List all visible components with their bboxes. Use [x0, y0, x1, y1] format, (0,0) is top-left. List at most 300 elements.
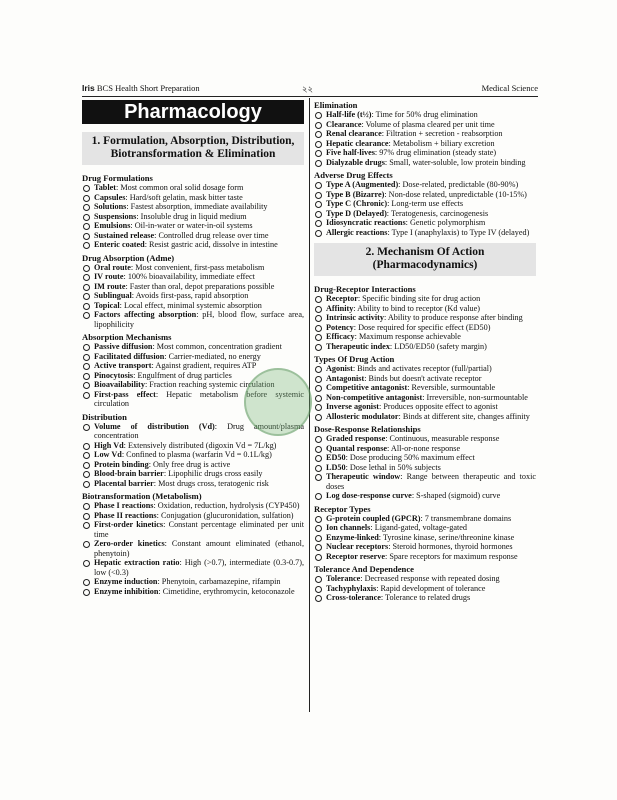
item-term: Blood-brain barrier: [94, 469, 164, 478]
bullet-circle-icon: [315, 414, 322, 421]
item-description: : Phenytoin, carbamazepine, rifampin: [157, 577, 281, 586]
item-term: Factors affecting absorption: [94, 310, 197, 319]
item-description: : S-shaped (sigmoid) curve: [411, 491, 501, 500]
section-heading-1: 1. Formulation, Absorption, Distribution, Biotransformation & Elimination: [82, 132, 304, 165]
item-term: Low Vd: [94, 450, 122, 459]
subsection-heading: Tolerance And Dependence: [314, 564, 414, 574]
item-term: Protein binding: [94, 459, 149, 469]
list-item: [82, 240, 304, 250]
bullet-circle-icon: [315, 554, 322, 561]
list-item: [82, 193, 304, 203]
bullet-circle-icon: [315, 220, 322, 227]
subsection-heading: Elimination: [314, 100, 358, 110]
brand-name: Iris: [82, 83, 95, 93]
bullet-circle-icon: [315, 446, 322, 453]
item-term: Topical: [94, 300, 120, 310]
item-description: : Most drugs cross, teratogenic risk: [153, 478, 269, 488]
item-description: : Hepatic metabolism before systemic circulation: [94, 389, 304, 408]
list-item: [314, 342, 536, 352]
header-left: [82, 83, 200, 93]
bullet-circle-icon: [83, 354, 90, 361]
item-term: IM route: [94, 281, 126, 291]
bullet-circle-icon: [315, 535, 322, 542]
item-term: Antagonist: [326, 373, 365, 383]
bullet-circle-icon: [315, 404, 322, 411]
list-item: [82, 520, 304, 539]
item-term: Enzyme induction: [94, 577, 158, 586]
item-description: : Hard/soft gelatin, mask bitter taste: [125, 192, 243, 202]
bullet-list: [314, 180, 536, 237]
item-term: Nuclear receptors: [326, 542, 389, 551]
item-term: Receptor reserve: [326, 551, 386, 561]
bullet-circle-icon: [315, 516, 322, 523]
item-term: ED50: [326, 453, 346, 462]
item-term: IV route: [94, 272, 124, 281]
bullet-circle-icon: [315, 525, 322, 532]
bullet-circle-icon: [315, 150, 322, 157]
page-number: ২২: [302, 84, 314, 94]
list-item: [314, 523, 536, 533]
item-term: Placental barrier: [94, 478, 154, 488]
item-term: Five half-lives: [326, 148, 375, 157]
bullet-circle-icon: [83, 589, 90, 596]
item-term: Enteric coated: [94, 240, 145, 249]
item-description: : Extensively distributed (digoxin Vd = 7L/kg): [123, 440, 277, 450]
item-description: : Specific binding site for drug action: [357, 294, 481, 303]
item-term: G-protein coupled (GPCR): [326, 513, 421, 523]
bullet-circle-icon: [83, 579, 90, 586]
bullet-list: [82, 183, 304, 250]
item-term: Ion channels: [326, 523, 371, 532]
list-item: [314, 552, 536, 562]
list-item: [314, 574, 536, 584]
list-item: [314, 218, 536, 228]
item-description: : High (>0.7), intermediate (0.3-0.7), low (<0.3): [94, 558, 304, 577]
right-groups-bottom: [314, 284, 536, 603]
item-description: : Carrier-mediated, no energy: [164, 351, 261, 361]
bullet-list: [314, 514, 536, 562]
item-term: Intrinsic activity: [326, 313, 384, 322]
list-item: [82, 577, 304, 587]
bullet-list: [314, 110, 536, 167]
item-description: : Dose required for specific effect (ED50): [353, 322, 491, 332]
subsection-heading: Absorption Mechanisms: [82, 332, 172, 342]
bullet-circle-icon: [83, 185, 90, 192]
list-item: [314, 332, 536, 342]
item-description: : Lipophilic drugs cross easily: [163, 469, 263, 478]
subsection-heading: Distribution: [82, 411, 127, 422]
item-description: : pH, blood flow, surface area, lipophilicity: [94, 310, 304, 329]
list-item: [314, 542, 536, 552]
item-description: : Dose lethal in 50% subjects: [345, 462, 441, 472]
list-item: [82, 587, 304, 597]
bullet-circle-icon: [83, 481, 90, 488]
list-item: [82, 301, 304, 311]
left-column: [82, 100, 304, 596]
item-term: Tachyphylaxis: [326, 583, 377, 593]
list-item: [314, 294, 536, 304]
list-item: [314, 209, 536, 219]
item-description: : Conjugation (glucuronidation, sulfation): [156, 510, 294, 520]
item-description: : Fastest absorption, immediate availability: [126, 202, 268, 211]
bullet-circle-icon: [315, 376, 322, 383]
item-description: : All-or-none response: [387, 443, 461, 453]
item-term: Allergic reactions: [326, 227, 388, 237]
bullet-circle-icon: [315, 455, 322, 462]
item-description: : Irreversible, non-surmountable: [422, 392, 528, 402]
item-term: Active transport: [94, 361, 152, 370]
bullet-circle-icon: [315, 595, 322, 602]
bullet-circle-icon: [83, 443, 90, 450]
list-item: [82, 352, 304, 362]
item-description: : Insoluble drug in liquid medium: [136, 211, 247, 221]
item-term: Bioavailability: [94, 380, 145, 389]
list-item: [82, 441, 304, 451]
bullet-list: [314, 574, 536, 603]
bullet-circle-icon: [83, 312, 90, 319]
list-item: [314, 190, 536, 200]
item-term: Capsules: [94, 192, 126, 202]
list-item: [314, 383, 536, 393]
bullet-circle-icon: [83, 560, 90, 567]
list-item: [314, 393, 536, 403]
subsection-heading: Biotransformation (Metabolism): [82, 491, 202, 501]
item-term: Phase II reactions: [94, 510, 157, 520]
bullet-circle-icon: [83, 392, 90, 399]
bullet-circle-icon: [315, 230, 322, 237]
subsection-heading: Drug Formulations: [82, 173, 153, 183]
item-description: : Time for 50% drug elimination: [371, 110, 478, 119]
list-item: [314, 491, 536, 501]
bullet-circle-icon: [315, 296, 322, 303]
bullet-circle-icon: [83, 204, 90, 211]
item-description: : Filtration + secretion - reabsorption: [381, 129, 503, 138]
bullet-circle-icon: [315, 344, 322, 351]
bullet-circle-icon: [83, 522, 90, 529]
item-term: First-pass effect: [94, 389, 156, 399]
item-term: Therapeutic window: [326, 472, 401, 481]
item-term: Dialyzable drugs: [326, 157, 385, 167]
item-term: Affinity: [326, 303, 354, 313]
item-term: Renal clearance: [326, 129, 382, 138]
bullet-circle-icon: [83, 344, 90, 351]
bullet-circle-icon: [83, 242, 90, 249]
list-item: [82, 231, 304, 241]
list-item: [314, 533, 536, 543]
list-item: [82, 558, 304, 577]
list-item: [82, 342, 304, 352]
list-item: [82, 282, 304, 292]
item-description: : Produces opposite effect to agonist: [379, 402, 498, 411]
item-description: : Fraction reaching systemic circulation: [144, 380, 275, 389]
item-term: Quantal response: [326, 443, 388, 453]
item-description: : Non-dose related, unpredictable (10-15%): [384, 189, 527, 199]
item-description: : Tyrosine kinase, serine/threonine kinase: [378, 532, 515, 542]
bullet-circle-icon: [83, 293, 90, 300]
bullet-circle-icon: [83, 462, 90, 469]
item-term: Competitive antagonist: [326, 383, 408, 392]
list-item: [314, 593, 536, 603]
item-description: : 100% bioavailability, immediate effect: [123, 272, 255, 281]
list-item: [314, 110, 536, 120]
item-term: Type C (Chronic): [326, 199, 388, 208]
bullet-circle-icon: [83, 382, 90, 389]
bullet-circle-icon: [315, 366, 322, 373]
item-description: : Type I (anaphylaxis) to Type IV (delayed): [387, 227, 530, 237]
bullet-circle-icon: [83, 274, 90, 281]
item-term: Oral route: [94, 262, 131, 272]
item-term: Type D (Delayed): [326, 208, 387, 218]
item-term: Sublingual: [94, 291, 132, 300]
item-term: Tolerance: [326, 574, 361, 583]
item-term: Solutions: [94, 202, 127, 211]
bullet-circle-icon: [315, 211, 322, 218]
subsection-heading: Adverse Drug Effects: [314, 170, 393, 180]
bullet-circle-icon: [83, 214, 90, 221]
bullet-circle-icon: [315, 465, 322, 472]
item-description: : Continuous, measurable response: [385, 434, 500, 443]
item-description: : Ability to bind to receptor (Kd value): [353, 303, 480, 313]
bullet-circle-icon: [315, 576, 322, 583]
item-term: Pinocytosis: [94, 370, 134, 380]
item-description: : Oxidation, reduction, hydrolysis (CYP450): [153, 501, 300, 510]
item-term: Receptor: [326, 294, 358, 303]
list-item: [314, 472, 536, 491]
list-item: [314, 453, 536, 463]
list-item: [82, 221, 304, 231]
item-term: Facilitated diffusion: [94, 351, 165, 361]
item-term: Idiosyncratic reactions: [326, 218, 406, 227]
bullet-list: [82, 263, 304, 330]
list-item: [82, 479, 304, 489]
item-description: : Binds and activates receptor (full/partial): [352, 364, 492, 373]
list-item: [82, 202, 304, 212]
list-item: [82, 511, 304, 521]
list-item: [314, 180, 536, 190]
item-description: : Reversible, surmountable: [407, 383, 496, 392]
bullet-circle-icon: [83, 424, 90, 431]
item-description: : Resist gastric acid, dissolve in intestine: [144, 240, 278, 249]
list-item: [314, 364, 536, 374]
bullet-circle-icon: [83, 373, 90, 380]
item-description: : 7 transmembrane domains: [420, 513, 512, 523]
list-item: [314, 323, 536, 333]
item-description: : Most convenient, first-pass metabolism: [130, 262, 265, 272]
item-description: : Ligand-gated, voltage-gated: [370, 523, 467, 532]
bullet-circle-icon: [83, 195, 90, 202]
bullet-circle-icon: [83, 363, 90, 370]
item-description: : LD50/ED50 (safety margin): [389, 341, 487, 351]
list-item: [314, 199, 536, 209]
item-term: Potency: [326, 322, 354, 332]
item-description: : Binds at different site, changes affinity: [398, 411, 530, 421]
bullet-circle-icon: [315, 201, 322, 208]
item-description: : Drug amount/plasma concentration: [94, 421, 304, 440]
bullet-circle-icon: [315, 395, 322, 402]
item-term: Emulsions: [94, 221, 131, 230]
item-term: Type A (Augmented): [326, 180, 399, 189]
list-item: [314, 139, 536, 149]
list-item: [314, 584, 536, 594]
header-right-text: Medical Science: [481, 83, 538, 93]
subsection-heading: Drug-Receptor Interactions: [314, 284, 416, 294]
list-item: [314, 402, 536, 412]
item-description: : Metabolism + biliary excretion: [388, 138, 495, 148]
item-term: Hepatic clearance: [326, 138, 389, 148]
item-description: : Cimetidine, erythromycin, ketoconazole: [158, 586, 295, 596]
list-item: [314, 304, 536, 314]
item-description: : Long-term use effects: [387, 199, 464, 208]
bullet-circle-icon: [315, 315, 322, 322]
list-item: [82, 501, 304, 511]
bullet-list: [314, 364, 536, 421]
list-item: [82, 272, 304, 282]
item-term: Hepatic extraction ratio: [94, 558, 180, 567]
item-description: : Most common, concentration gradient: [152, 342, 282, 351]
item-term: Suspensions: [94, 211, 137, 221]
subsection-heading: Drug Absorption (Adme): [82, 252, 175, 263]
bullet-circle-icon: [315, 325, 322, 332]
item-term: Enzyme inhibition: [94, 586, 159, 596]
item-term: High Vd: [94, 440, 124, 450]
item-term: Therapeutic index: [326, 341, 390, 351]
item-description: : Avoids first-pass, rapid absorption: [131, 291, 249, 300]
list-item: [314, 148, 536, 158]
list-item: [82, 450, 304, 460]
item-description: : Only free drug is active: [148, 459, 231, 469]
bullet-circle-icon: [315, 474, 322, 481]
bullet-circle-icon: [315, 192, 322, 199]
item-description: : Most common oral solid dosage form: [116, 183, 244, 192]
item-term: LD50: [326, 462, 346, 472]
item-description: : Constant percentage eliminated per unit time: [94, 520, 304, 539]
bullet-circle-icon: [315, 112, 322, 119]
bullet-circle-icon: [83, 284, 90, 291]
subsection-heading: Receptor Types: [314, 503, 371, 514]
item-description: : Constant amount eliminated (ethanol, phenytoin): [94, 539, 305, 558]
bullet-circle-icon: [83, 265, 90, 272]
bullet-circle-icon: [315, 493, 322, 500]
item-description: : Tolerance to related drugs: [380, 593, 471, 602]
page-title: Pharmacology: [82, 100, 304, 124]
bullet-circle-icon: [315, 131, 322, 138]
bullet-circle-icon: [315, 182, 322, 189]
item-description: : Controlled drug release over time: [154, 230, 269, 240]
item-term: Tablet: [94, 183, 116, 192]
item-description: : Against gradient, requires ATP: [151, 361, 257, 370]
list-item: [82, 469, 304, 479]
bullet-circle-icon: [315, 385, 322, 392]
bullet-circle-icon: [315, 141, 322, 148]
item-description: : Genetic polymorphism: [405, 218, 486, 227]
item-description: : Teratogenesis, carcinogenesis: [386, 208, 489, 218]
page-header: [82, 82, 538, 97]
section-heading-2: 2. Mechanism Of Action (Pharmacodynamics): [314, 243, 536, 276]
item-description: : Spare receptors for maximum response: [385, 551, 518, 561]
list-item: [82, 460, 304, 470]
bullet-circle-icon: [83, 233, 90, 240]
bullet-circle-icon: [315, 586, 322, 593]
list-item: [314, 374, 536, 384]
item-description: : Confined to plasma (warfarin Vd = 0.1L/kg): [121, 450, 272, 459]
bullet-circle-icon: [83, 503, 90, 510]
watermark-seal: [244, 368, 312, 436]
bullet-list: [314, 434, 536, 501]
item-term: Half-life (t½): [326, 110, 372, 119]
list-item: [314, 158, 536, 168]
list-item: [314, 129, 536, 139]
list-item: [314, 228, 536, 238]
bullet-circle-icon: [83, 513, 90, 520]
list-item: [82, 183, 304, 193]
item-term: Graded response: [326, 434, 386, 443]
item-description: : Local effect, minimal systemic absorption: [119, 300, 262, 310]
bullet-circle-icon: [83, 541, 90, 548]
list-item: [82, 310, 304, 329]
bullet-circle-icon: [83, 223, 90, 230]
item-description: : Maximum response achievable: [354, 332, 461, 341]
item-description: : Rapid development of tolerance: [376, 583, 486, 593]
bullet-circle-icon: [315, 306, 322, 313]
item-term: Volume of distribution (Vd): [94, 421, 215, 431]
right-column: [314, 100, 536, 603]
right-groups-top: [314, 100, 536, 237]
subsection-heading: Types Of Drug Action: [314, 354, 395, 364]
item-description: : Dose-related, predictable (80-90%): [398, 180, 519, 189]
item-description: : Engulfment of drug particles: [133, 370, 232, 380]
list-item: [314, 434, 536, 444]
item-description: : Steroid hormones, thyroid hormones: [388, 542, 513, 551]
bullet-circle-icon: [315, 544, 322, 551]
list-item: [82, 263, 304, 273]
item-term: Inverse agonist: [326, 402, 379, 411]
item-term: Phase I reactions: [94, 501, 154, 510]
item-term: Enzyme-linked: [326, 532, 379, 542]
item-description: : Small, water-soluble, low protein binding: [384, 157, 526, 167]
item-description: : Volume of plasma cleared per unit time: [361, 119, 495, 129]
bullet-circle-icon: [315, 436, 322, 443]
item-term: First-order kinetics: [94, 520, 164, 529]
item-term: Agonist: [326, 364, 353, 373]
item-term: Sustained release: [94, 230, 155, 240]
bullet-circle-icon: [315, 334, 322, 341]
bullet-circle-icon: [83, 471, 90, 478]
item-description: : Range between therapeutic and toxic doses: [326, 472, 537, 491]
item-description: : Ability to produce response after binding: [384, 313, 523, 322]
list-item: [82, 291, 304, 301]
header-left-text: BCS Health Short Preparation: [96, 83, 200, 93]
item-description: : Binds but doesn't activate receptor: [364, 373, 482, 383]
item-term: Cross-tolerance: [326, 593, 381, 602]
list-item: [82, 539, 304, 558]
item-term: Log dose-response curve: [326, 491, 412, 500]
bullet-circle-icon: [83, 303, 90, 310]
item-description: : Decreased response with repeated dosing: [360, 574, 500, 583]
item-term: Efficacy: [326, 332, 355, 341]
subsection-heading: Dose-Response Relationships: [314, 424, 421, 434]
bullet-circle-icon: [83, 452, 90, 459]
item-term: Zero-order kinetics: [94, 539, 165, 548]
item-term: Allosteric modulator: [326, 411, 399, 421]
list-item: [314, 412, 536, 422]
item-term: Passive diffusion: [94, 342, 153, 351]
list-item: [82, 212, 304, 222]
item-description: : Oil-in-water or water-in-oil systems: [130, 221, 253, 230]
item-description: : 97% drug elimination (steady state): [374, 148, 497, 157]
bullet-circle-icon: [315, 122, 322, 129]
list-item: [314, 313, 536, 323]
item-term: Type B (Bizarre): [326, 189, 385, 199]
